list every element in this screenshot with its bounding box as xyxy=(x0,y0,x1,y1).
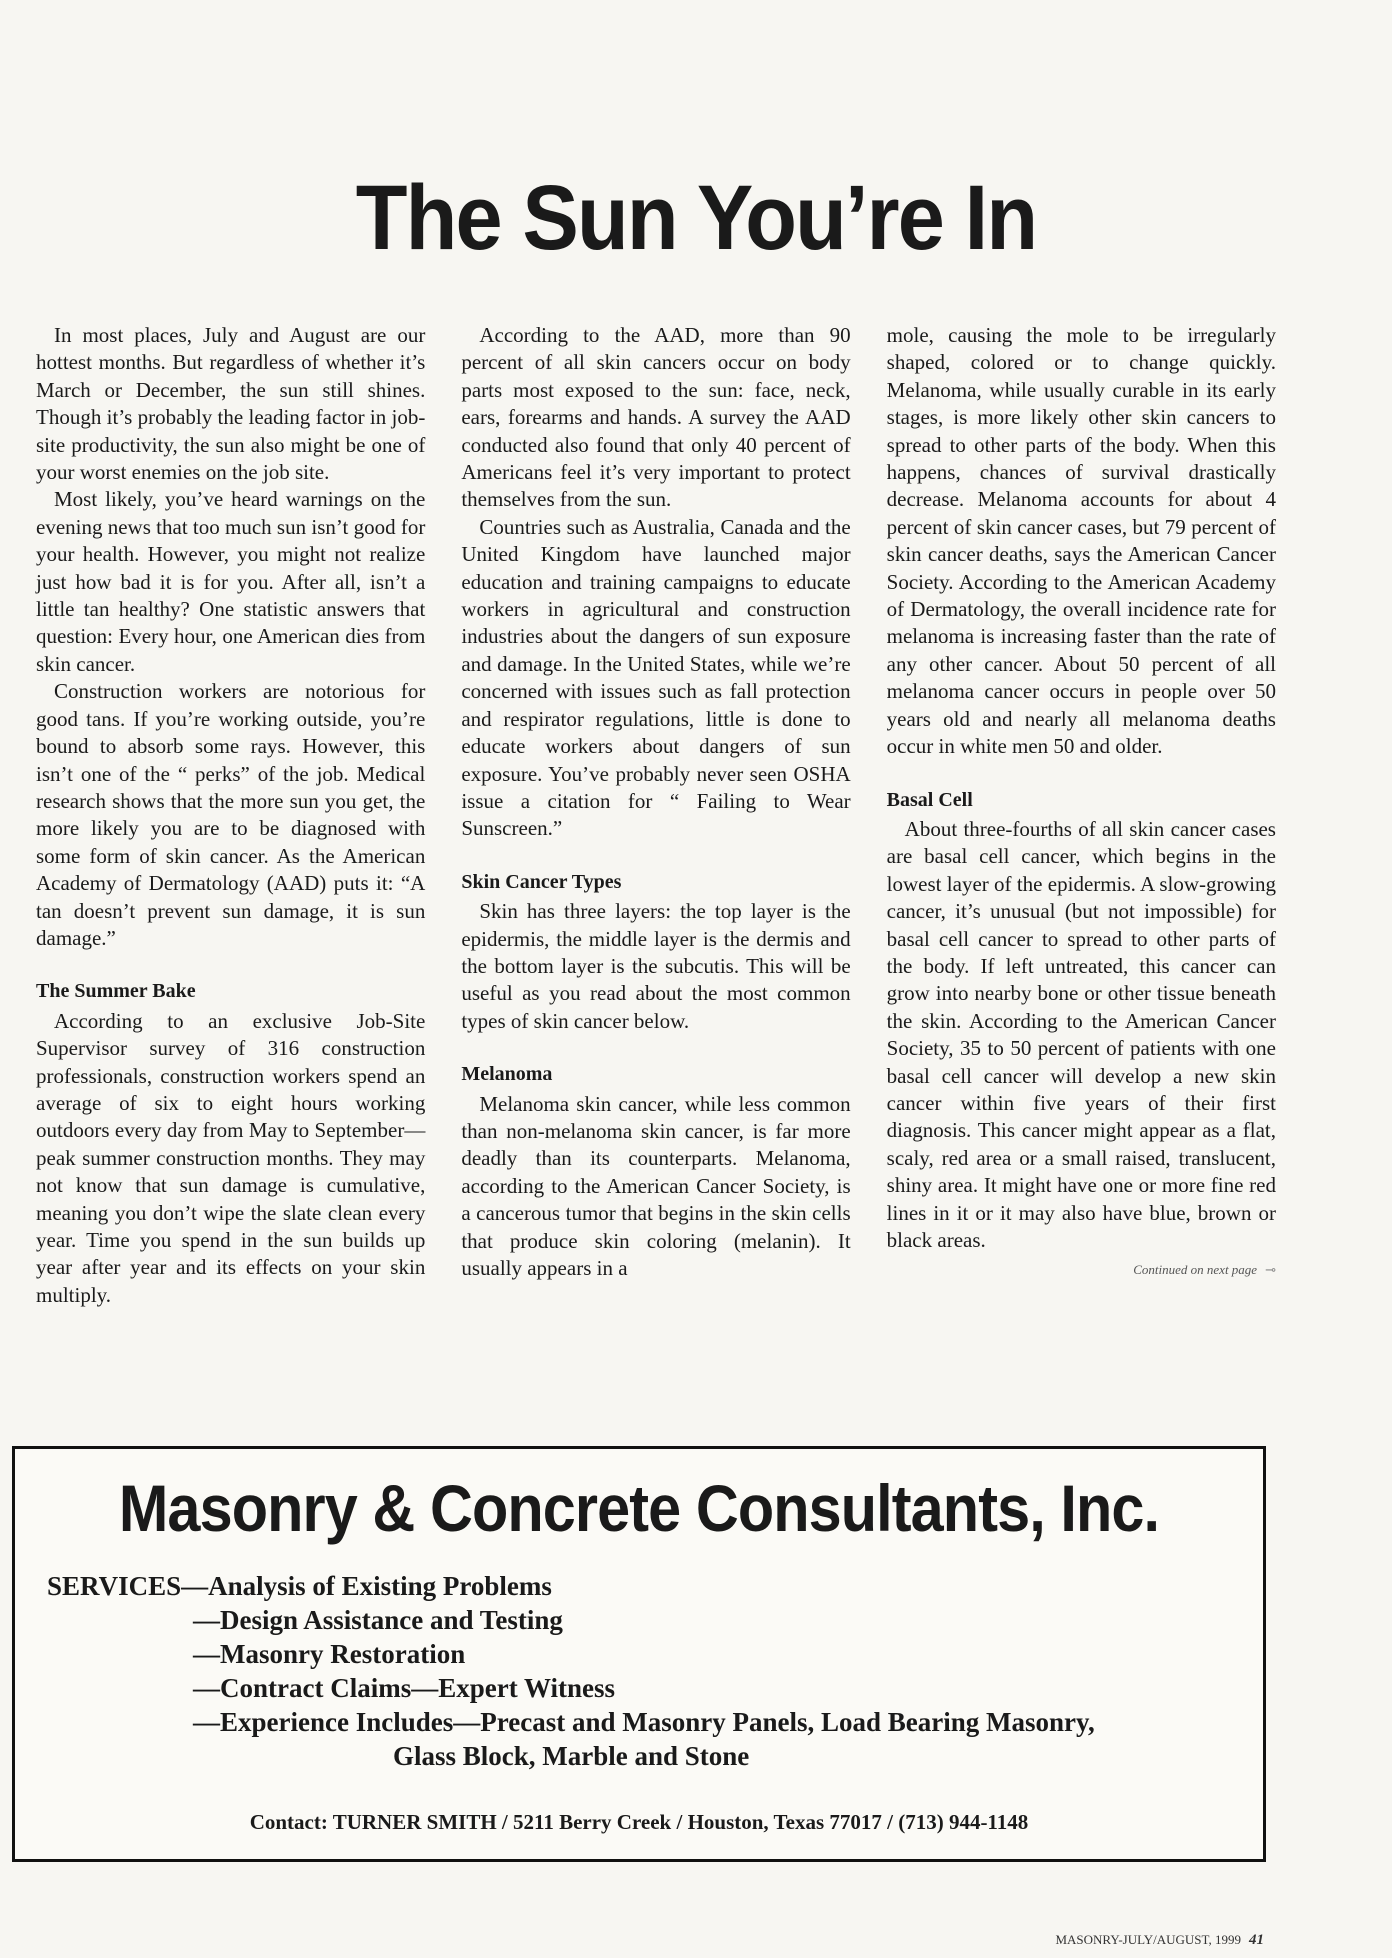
paragraph: Construction workers are notorious for good tans. If you’re working outside, you’re bound to absorb some rays. However, this isn’t one of the “ perks” of the job. Medical research shows that the more sun you get, the more likely you are to be diagnosed with some form of skin cancer. As the American Academy of Dermatology (AAD) puts it: “A tan doesn’t prevent sun damage, it is sun damage.” xyxy=(36,679,426,950)
section-heading: Basal Cell xyxy=(886,788,973,811)
ad-services-list xyxy=(47,1569,1263,1773)
article-title: The Sun You’re In xyxy=(355,167,1037,269)
section-heading: Skin Cancer Types xyxy=(461,870,622,893)
paragraph: Countries such as Australia, Canada and the United Kingdom have launched major education and training campaigns to educate workers in agricultural and construction industries about the dangers of sun exposure and damage. In the United States, while we’re concerned with issues such as fall protection and respirator regulations, little is done to educate workers about dangers of sun exposure. You’ve probably never seen OSHA issue a citation for “ Failing to Wear Sunscreen.” xyxy=(461,514,851,841)
paragraph: According to an exclusive Job-Site Supervisor survey of 316 construction professionals, construction workers spend an average of six to eight hours working outdoors every day from May to September—peak summer construction months. They may not know that sun damage is cumulative, meaning you don’t wipe the slate clean every year. Time you spend in the sun builds up year after year and its effects on your skin multiply. xyxy=(36,1008,426,1307)
section-heading: The Summer Bake xyxy=(36,980,196,1003)
paragraph: In most places, July and August are our hottest months. But regardless of whether it’s March or December, the sun still shines. Though it’s probably the leading factor in job-site productivity, the sun also might be one of your worst enemies on the job site. xyxy=(36,323,426,485)
ad-service-line: SERVICES—Analysis of Existing Problems xyxy=(47,1571,552,1601)
ad-contact: Contact: TURNER SMITH / 5211 Berry Creek / Houston, Texas 77017 / (713) 944-1148 xyxy=(249,1810,1029,1834)
column-2 xyxy=(461,322,850,1309)
continued-note xyxy=(887,1256,1276,1283)
continued-label: Continued on next page xyxy=(1133,1262,1258,1278)
paragraph: mole, causing the mole to be irregularly shaped, colored or to change quickly. Melanoma, while usually curable in its early stages, is more likely other skin cancers to spread to other parts of the body. When this happens, chances of survival drastically decrease. Melanoma accounts for about 4 percent of skin cancer cases, but 79 percent of skin cancer deaths, says the American Cancer Society. According to the American Academy of Dermatology, the overall incidence rate for melanoma is increasing faster than the rate of any other cancer. About 50 percent of all melanoma cancer occurs in people over 50 years old and nearly all melanoma deaths occur in white men 50 and older. xyxy=(886,323,1276,759)
ad-service-line: Glass Block, Marble and Stone xyxy=(393,1741,750,1771)
section-heading: Melanoma xyxy=(461,1063,553,1086)
page-footer xyxy=(1055,1932,1264,1949)
column-3 xyxy=(887,322,1276,1309)
ad-service-line: —Contract Claims—Expert Witness xyxy=(193,1673,615,1703)
arrow-right-icon: ⊸ xyxy=(1265,1262,1276,1278)
paragraph: Skin has three layers: the top layer is the epidermis, the middle layer is the dermis and the bottom layer is the subcutis. This will be useful as you read about the most common types of skin cancer below. xyxy=(461,899,851,1033)
paragraph: Melanoma skin cancer, while less common than non-melanoma skin cancer, is far more deadly than its counterparts. Melanoma, according to the American Cancer Society, is a cancerous tumor that begins in the skin cells that produce skin coloring (melanin). It usually appears in a xyxy=(461,1091,851,1280)
ad-service-line: —Design Assistance and Testing xyxy=(193,1605,563,1635)
ad-service-line: —Experience Includes—Precast and Masonry Panels, Load Bearing Masonry, xyxy=(193,1707,1095,1737)
advertisement xyxy=(12,1446,1266,1862)
paragraph: Most likely, you’ve heard warnings on the evening news that too much sun isn’t good for your health. However, you might not realize just how bad it is for you. After all, isn’t a little tan healthy? One statistic answers that question: Every hour, one American dies from skin cancer. xyxy=(36,487,426,676)
column-1 xyxy=(36,322,425,1309)
ad-company-name: Masonry & Concrete Consultants, Inc. xyxy=(118,1471,1160,1545)
paragraph: About three-fourths of all skin cancer cases are basal cell cancer, which begins in the lowest layer of the epidermis. A slow-growing cancer, it’s unusual (but not impossible) for basal cell cancer to spread to other parts of the body. If left untreated, this cancer can grow into nearby bone or other tissue beneath the skin. According to the American Cancer Society, 35 to 50 percent of patients with one basal cell cancer will develop a new skin cancer within five years of their first diagnosis. This cancer might appear as a flat, scaly, red area or a small raised, translucent, shiny area. It might have one or more fine red lines in it or it may also have blue, brown or black areas. xyxy=(886,816,1276,1252)
ad-service-line: —Masonry Restoration xyxy=(193,1639,466,1669)
page-number: 41 xyxy=(1249,1932,1264,1948)
article-body xyxy=(36,322,1276,1309)
publication-info: MASONRY-JULY/AUGUST, 1999 xyxy=(1055,1932,1241,1947)
paragraph: According to the AAD, more than 90 percent of all skin cancers occur on body parts most exposed to the sun: face, neck, ears, forearms and hands. A survey the AAD conducted also found that only 40 percent of Americans feel it’s very important to protect themselves from the sun. xyxy=(461,323,851,512)
